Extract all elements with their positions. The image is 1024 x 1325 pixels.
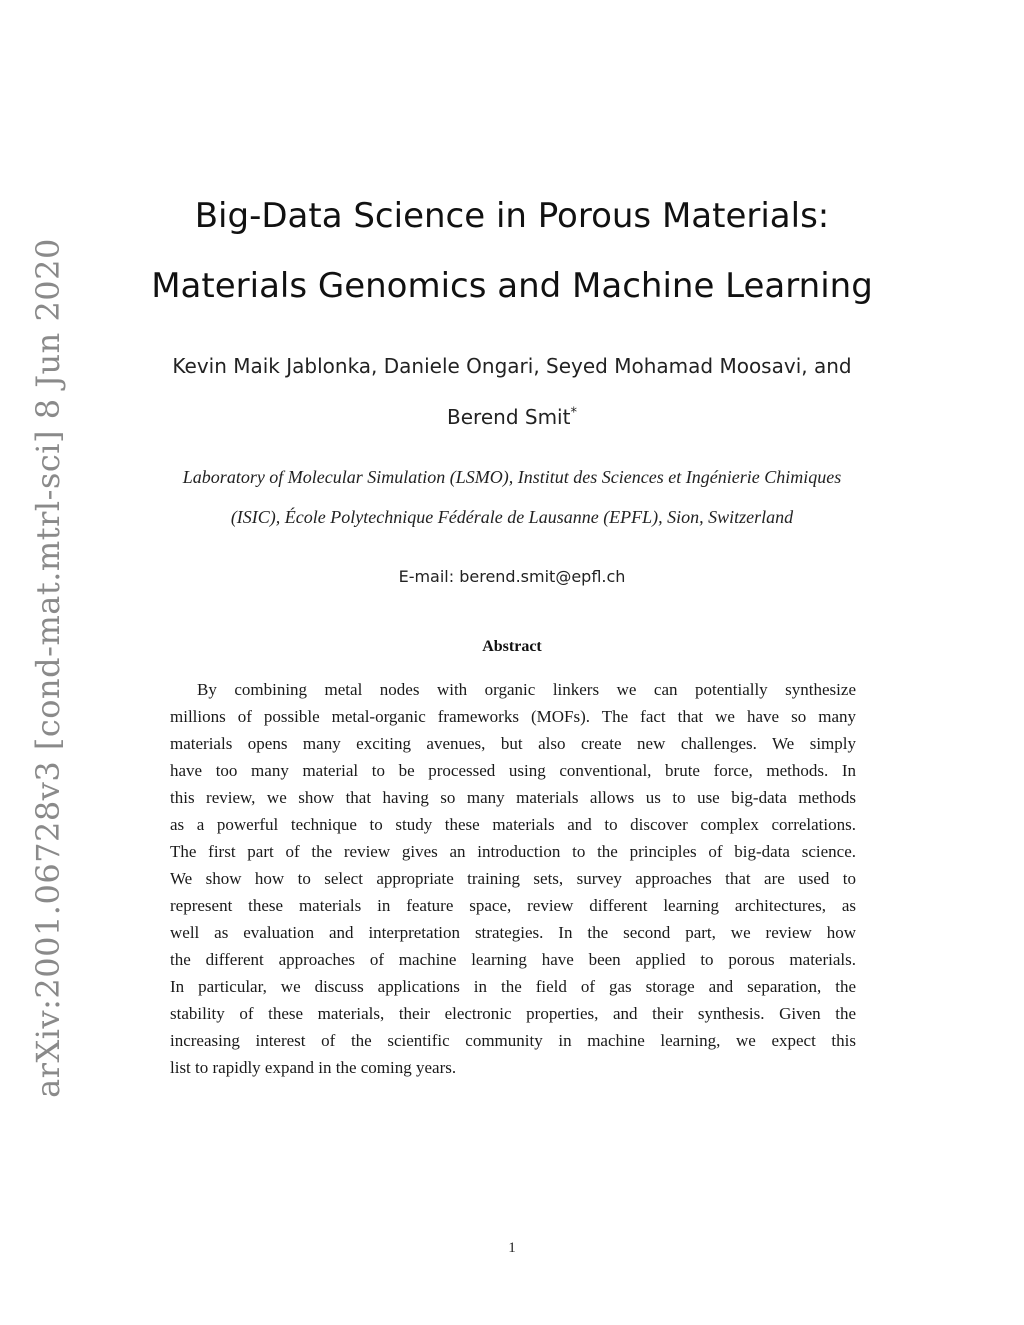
page-number: 1 [508,1240,516,1256]
paper-title-line-2: Materials Genomics and Machine Learning [151,266,873,306]
abstract-line: materials opens many exciting avenues, but also create new challenges. We simply [170,734,856,753]
authors-line-2 [0,405,1024,429]
abstract-line: millions of possible metal-organic frameworks (MOFs). The fact that we have so many [170,707,856,726]
abstract-line: The first part of the review gives an introduction to the principles of big-data science. [170,842,856,861]
abstract-heading: Abstract [482,638,542,655]
abstract-line: In particular, we discuss applications in the field of gas storage and separation, the [170,977,856,996]
abstract-line: list to rapidly expand in the coming years. [170,1058,457,1077]
abstract-line: increasing interest of the scientific community in machine learning, we expect this [170,1031,856,1050]
abstract-line: well as evaluation and interpretation strategies. In the second part, we review how [170,923,856,942]
abstract-line: have too many material to be processed using conventional, brute force, methods. In [170,761,856,780]
affiliation-line-2: (ISIC), École Polytechnique Fédérale de Lausanne (EPFL), Sion, Switzerland [230,507,794,527]
authors-line-1: Kevin Maik Jablonka, Daniele Ongari, Seyed Mohamad Moosavi, and [172,354,852,378]
abstract-line: By combining metal nodes with organic linkers we can potentially synthesize [197,680,856,699]
contact-email: E-mail: berend.smit@epfl.ch [398,567,626,586]
abstract-line: as a powerful technique to study these materials and to discover complex correlations. [170,815,856,834]
abstract-line: We show how to select appropriate training sets, survey approaches that are used to [170,869,856,888]
paper-title-line-1: Big-Data Science in Porous Materials: [194,196,830,236]
author-name-smit: Berend Smit [447,405,571,429]
abstract-line: represent these materials in feature space, review different learning architectures, as [170,896,856,915]
abstract-line: stability of these materials, their electronic properties, and their synthesis. Given the [170,1004,856,1023]
abstract-line: the different approaches of machine learning have been applied to porous materials. [170,950,856,969]
abstract-body [170,676,856,1081]
corresponding-author-mark: * [570,405,577,421]
affiliation-line-1: Laboratory of Molecular Simulation (LSMO), Institut des Sciences et Ingénierie Chimiques [182,467,842,487]
arxiv-identifier-text: arXiv:2001.06728v3 [cond-mat.mtrl-sci] 8 Jun 2020 [29,238,67,1098]
abstract-line: this review, we show that having so many materials allows us to use big-data methods [170,788,856,807]
